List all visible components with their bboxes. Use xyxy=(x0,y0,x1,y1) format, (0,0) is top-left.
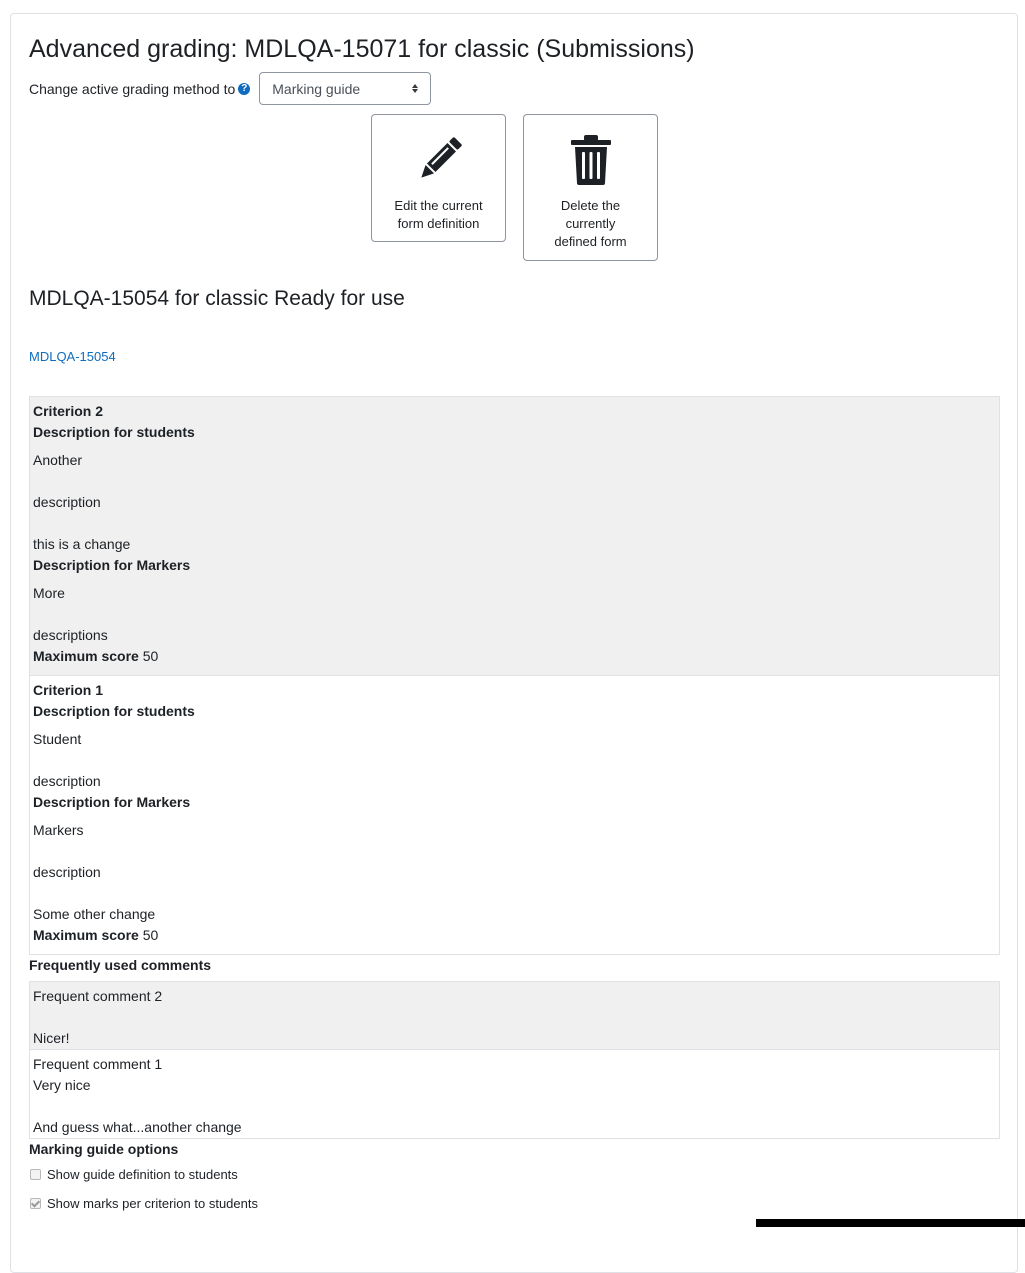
criterion-name: Criterion 2 xyxy=(33,403,104,419)
maximum-score-label: Maximum score xyxy=(33,927,139,943)
form-title: MDLQA-15054 for classic Ready for use xyxy=(29,287,405,310)
select-arrows-icon xyxy=(412,84,418,93)
grading-method-row xyxy=(29,72,431,105)
comment-row xyxy=(29,1049,1000,1139)
show-marks-checkbox[interactable] xyxy=(30,1198,41,1209)
comment-line: Nicer! xyxy=(33,1030,70,1046)
comments-heading: Frequently used comments xyxy=(29,957,212,973)
page-title: Advanced grading: MDLQA-15071 for classic (Submissions) xyxy=(29,35,695,63)
options-heading: Marking guide options xyxy=(29,1141,179,1157)
footer-bar xyxy=(756,1219,1025,1227)
students-description-line: description xyxy=(33,773,101,789)
edit-form-label-2: form definition xyxy=(397,216,480,231)
criterion-row xyxy=(29,396,1000,676)
markers-description-line: Some other change xyxy=(33,906,156,922)
grading-method-select[interactable] xyxy=(259,72,431,105)
comment-line: Frequent comment 2 xyxy=(33,988,163,1004)
students-description-line: description xyxy=(33,494,101,510)
show-marks-label: Show marks per criterion to students xyxy=(47,1196,258,1211)
edit-form-label-1: Edit the current xyxy=(394,198,483,213)
markers-description-line: Markers xyxy=(33,822,84,838)
delete-form-label-2: currently xyxy=(565,216,616,231)
show-definition-checkbox[interactable] xyxy=(30,1169,41,1180)
markers-description-label: Description for Markers xyxy=(33,794,191,810)
delete-form-label-3: defined form xyxy=(554,234,627,249)
show-definition-label: Show guide definition to students xyxy=(47,1167,238,1182)
students-description-line: this is a change xyxy=(33,536,131,552)
maximum-score xyxy=(33,925,996,946)
comment-line: And guess what...another change xyxy=(33,1119,242,1135)
comment-line: Very nice xyxy=(33,1077,91,1093)
edit-form-button[interactable] xyxy=(371,114,506,242)
comment-line: Frequent comment 1 xyxy=(33,1056,163,1072)
markers-description-line: More xyxy=(33,585,65,601)
criterion-row xyxy=(29,675,1000,955)
delete-form-label-1: Delete the xyxy=(560,198,621,213)
maximum-score xyxy=(33,646,996,667)
markers-description-label: Description for Markers xyxy=(33,557,191,573)
delete-form-button[interactable] xyxy=(523,114,658,261)
maximum-score-value: 50 xyxy=(142,648,159,664)
option-show-definition xyxy=(29,1167,238,1182)
grading-method-label: Change active grading method to xyxy=(29,80,236,97)
trash-icon xyxy=(567,135,615,185)
students-description-label: Description for students xyxy=(33,703,195,719)
students-description-line: Another xyxy=(33,452,83,468)
pencil-icon xyxy=(414,135,464,185)
maximum-score-value: 50 xyxy=(142,927,159,943)
criterion-name: Criterion 1 xyxy=(33,682,104,698)
option-show-marks xyxy=(29,1196,258,1211)
students-description-label: Description for students xyxy=(33,424,195,440)
form-link[interactable]: MDLQA-15054 xyxy=(29,349,116,364)
maximum-score-label: Maximum score xyxy=(33,648,139,664)
markers-description-line: descriptions xyxy=(33,627,108,643)
help-icon[interactable]: ? xyxy=(238,83,250,95)
markers-description-line: description xyxy=(33,864,101,880)
comment-row xyxy=(29,981,1000,1050)
grading-method-selected: Marking guide xyxy=(272,80,361,97)
students-description-line: Student xyxy=(33,731,82,747)
